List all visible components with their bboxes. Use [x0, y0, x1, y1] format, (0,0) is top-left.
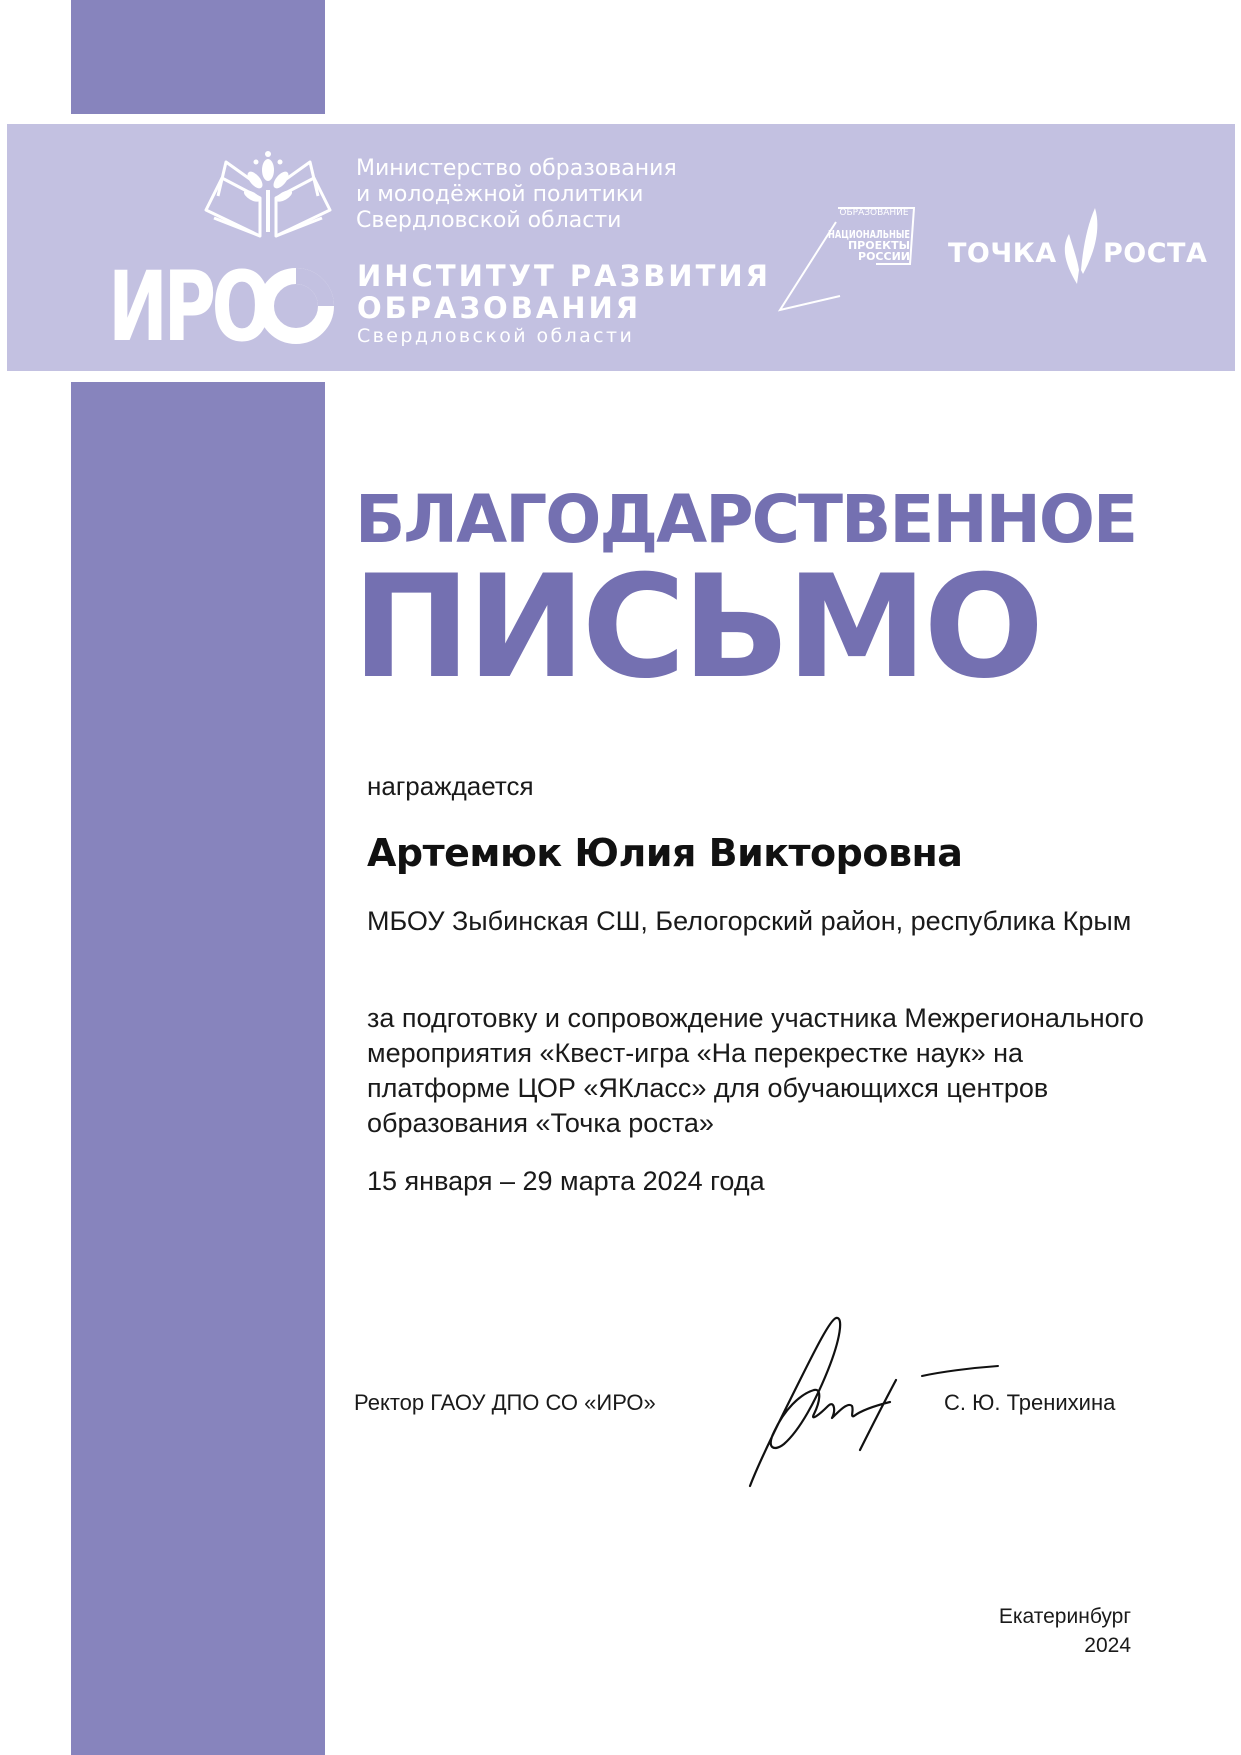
city: Екатеринбург [998, 1605, 1131, 1628]
ministry-emblem-icon [200, 148, 336, 240]
ministry-name [356, 156, 677, 234]
national-projects-logo [778, 198, 920, 312]
signature-stroke [920, 1362, 1000, 1382]
natproj-line-1: НАЦИОНАЛЬНЫЕ [828, 228, 910, 241]
place-and-year [999, 1602, 1131, 1660]
award-reason: за подготовку и сопровождение участника Межрегионального мероприятия «Квест-игра «На перекрестке наук» на платформе ЦОР «ЯКласс» для обучающихся центров образования «Точка роста» [367, 1003, 1144, 1138]
recipient-name: Артемюк Юлия Викторовна [367, 831, 963, 875]
natproj-line-2: ПРОЕКТЫ [847, 239, 910, 252]
ministry-line-2: и молодёжной политики [356, 182, 644, 207]
iro-logo [108, 251, 333, 363]
title-line-2: ПИСЬМО [352, 545, 1041, 710]
signer-position: Ректор ГАОУ ДПО СО «ИРО» [354, 1390, 656, 1415]
iro-logo-text: ИРО [108, 251, 270, 363]
awarded-label: награждается [367, 771, 534, 801]
signer-name: С. Ю. Тренихина [944, 1390, 1116, 1415]
year: 2024 [1084, 1634, 1131, 1657]
event-dates: 15 января – 29 марта 2024 года [367, 1166, 765, 1196]
iro-name-line-1: ИНСТИТУТ РАЗВИТИЯ [357, 259, 771, 293]
ministry-line-3: Свердловской области [356, 208, 622, 233]
iro-name [357, 260, 771, 348]
handwritten-signature [740, 1310, 910, 1490]
natproj-top: ОБРАЗОВАНИЕ [839, 208, 909, 218]
title-line-1: БЛАГОДАРСТВЕННОЕ [355, 481, 1137, 558]
tochka-left-text: ТОЧКА [948, 238, 1057, 269]
organization: МБОУ Зыбинская СШ, Белогорский район, республика Крым [367, 906, 1132, 936]
decorative-top-bar [71, 0, 325, 114]
ministry-line-1: Министерство образования [356, 156, 677, 181]
iro-name-line-2: ОБРАЗОВАНИЯ [357, 291, 642, 325]
natproj-line-3: РОССИИ [858, 250, 910, 263]
tochka-rosta-logo [948, 204, 1206, 288]
tochka-right-text: РОСТА [1103, 238, 1208, 269]
decorative-side-bar [71, 382, 325, 1755]
iro-name-line-3: Свердловской области [357, 325, 635, 347]
sprout-icon [1055, 204, 1103, 288]
